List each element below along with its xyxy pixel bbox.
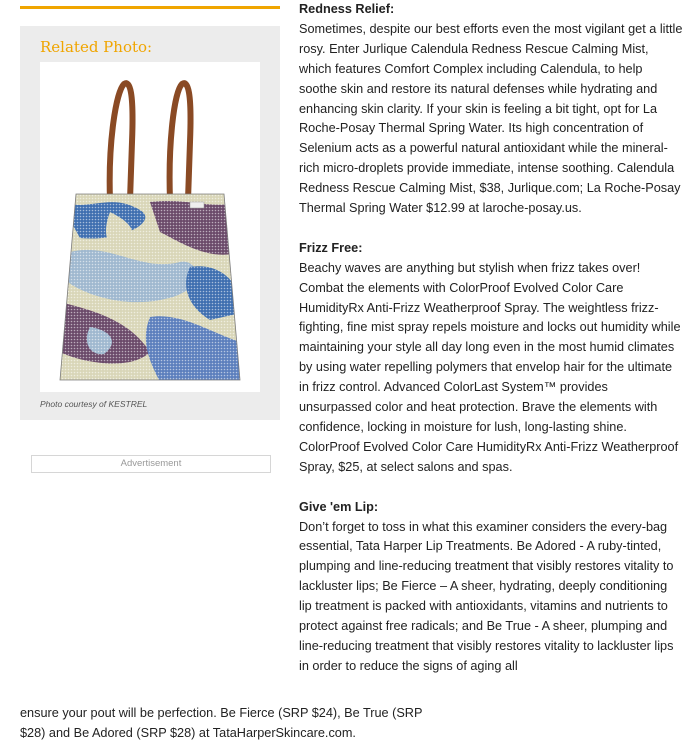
bag-handle-right: [170, 83, 191, 200]
sidebar-top-rule: [20, 6, 280, 9]
related-photo-image[interactable]: [40, 62, 260, 392]
article-wrap-text: ensure your pout will be perfection. Be Fierce (SRP $24), Be True (SRP $28) and Be Adored (SRP $28) at TataHarperSkincare.com.: [20, 706, 423, 740]
article-body: [299, 0, 683, 677]
bag-tag: [190, 202, 204, 208]
section-heading: Frizz Free:: [299, 240, 363, 255]
article-section-frizz: [299, 239, 683, 478]
tote-bag-illustration: [40, 62, 260, 392]
section-heading: Give 'em Lip:: [299, 499, 379, 514]
bag-handle-left: [110, 83, 133, 200]
section-text: Beachy waves are anything but stylish when frizz takes over! Combat the elements with ColorProof Evolved Color Care HumidityRx Anti-Frizz Weatherproof Spray. The weightless frizz-fighting, fine mist spray repels moisture and locks out humidity while maintaining your style all day long even in the most humid climates by using water repelling polymers that envelop hair for the ultimate in frizz control. Advanced ColorLast System™ provides unsurpassed color and heat protection. Brave the elements with confidence, locking in moisture for lush, long-lasting shine. ColorProof Evolved Color Care HumidityRx Anti-Frizz Weatherproof Spray, $25, at select salons and spas.: [299, 260, 681, 474]
advertisement-label: Advertisement: [31, 455, 271, 473]
article-section-lip: [299, 498, 683, 677]
photo-credit: Photo courtesy of KESTREL: [40, 399, 148, 409]
section-text: Don’t forget to toss in what this examiner considers the every-bag essential, Tata Harper Lip Treatments. Be Adored - A ruby-tinted, plumping and line-reducing treatment that visibly restores vitality to lackluster lips; Be Fierce – A sheer, hydrating, deeply conditioning lip treatment is packed with antioxidants, vitamins and nutrients to protect against free radicals; and Be True - A sheer, plumping and line-reducing treatment that visibly restores vitality to lackluster lips in order to reduce the signs of aging all: [299, 519, 674, 673]
article-section-redness: [299, 0, 683, 219]
related-photo-box: [20, 26, 280, 420]
section-text: Sometimes, despite our best efforts even the most vigilant get a little rosy. Enter Jurlique Calendula Redness Rescue Calming Mist, which features Comfort Complex including Calendula, to help soothe skin and restore its natural defenses while hydrating and enhancing skin clarity. If your skin is feeling a bit tight, opt for La Roche-Posay Thermal Spring Water. Its high concentration of Selenium acts as a powerful natural antioxidant while the mineral-rich micro-droplets provide immediate, intense soothing. Calendula Redness Rescue Calming Mist, $38, Jurlique.com; La Roche-Posay Thermal Spring Water $12.99 at laroche-posay.us.: [299, 21, 683, 216]
section-heading: Redness Relief:: [299, 2, 395, 16]
related-photo-title: Related Photo:: [40, 38, 153, 56]
bag-body: [40, 182, 260, 392]
